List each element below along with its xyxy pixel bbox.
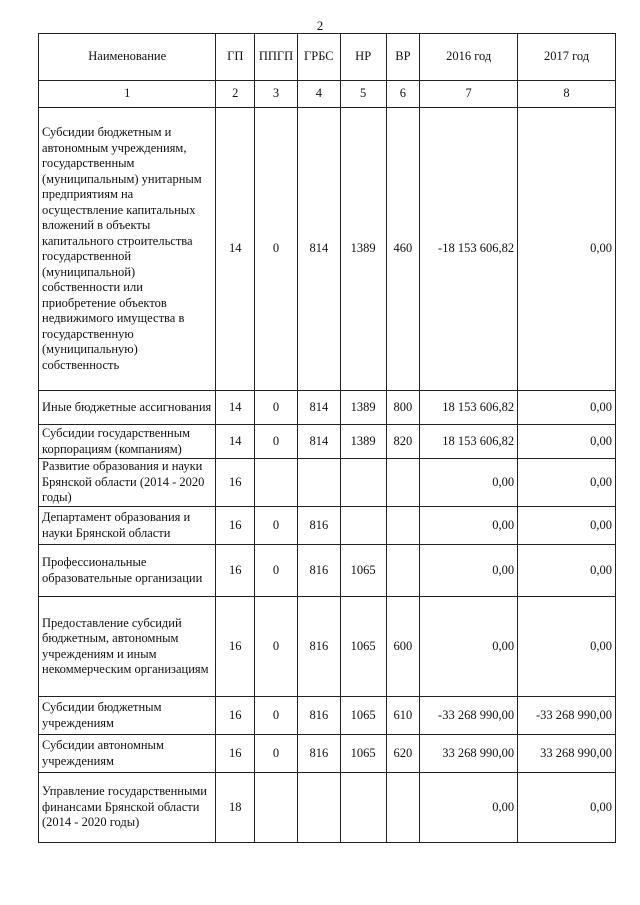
- table-row: [39, 507, 616, 545]
- column-number: 5: [340, 81, 386, 108]
- row-2017: 0,00: [518, 391, 616, 425]
- column-number: 7: [420, 81, 518, 108]
- row-2017: 0,00: [518, 597, 616, 697]
- header-gp: ГП: [216, 34, 255, 81]
- table-row: [39, 425, 616, 459]
- row-vr: 800: [386, 391, 420, 425]
- row-grbs: 814: [297, 425, 340, 459]
- row-grbs: 814: [297, 108, 340, 391]
- row-grbs: 816: [297, 545, 340, 597]
- row-nr: 1065: [340, 735, 386, 773]
- row-vr: 620: [386, 735, 420, 773]
- column-number: 8: [518, 81, 616, 108]
- row-ppgp: 0: [255, 391, 298, 425]
- table-row: [39, 391, 616, 425]
- row-2016: 18 153 606,82: [420, 391, 518, 425]
- column-number: 2: [216, 81, 255, 108]
- row-nr: [340, 507, 386, 545]
- row-nr: [340, 459, 386, 507]
- row-name: Субсидии бюджетным учреждениям: [39, 697, 216, 735]
- row-grbs: 816: [297, 697, 340, 735]
- row-vr: 610: [386, 697, 420, 735]
- row-grbs: 816: [297, 597, 340, 697]
- row-name: Предоставление субсидий бюджетным, автономным учреждениям и иным некоммерческим организациям: [39, 597, 216, 697]
- row-name: Профессиональные образовательные организации: [39, 545, 216, 597]
- row-2016: 18 153 606,82: [420, 425, 518, 459]
- row-2016: 0,00: [420, 459, 518, 507]
- row-gp: 14: [216, 391, 255, 425]
- row-gp: 16: [216, 697, 255, 735]
- row-ppgp: 0: [255, 545, 298, 597]
- table-row: [39, 773, 616, 843]
- row-2017: 0,00: [518, 545, 616, 597]
- row-ppgp: 0: [255, 697, 298, 735]
- row-2016: 0,00: [420, 507, 518, 545]
- row-grbs: 816: [297, 735, 340, 773]
- header-nr: НР: [340, 34, 386, 81]
- row-ppgp: [255, 773, 298, 843]
- header-ppgp: ППГП: [255, 34, 298, 81]
- row-nr: 1065: [340, 597, 386, 697]
- row-gp: 14: [216, 425, 255, 459]
- row-nr: [340, 773, 386, 843]
- column-number: 6: [386, 81, 420, 108]
- row-vr: 820: [386, 425, 420, 459]
- row-gp: 16: [216, 459, 255, 507]
- row-gp: 16: [216, 735, 255, 773]
- row-nr: 1065: [340, 697, 386, 735]
- row-vr: [386, 773, 420, 843]
- row-grbs: [297, 459, 340, 507]
- row-2017: 33 268 990,00: [518, 735, 616, 773]
- page-number: 2: [316, 18, 324, 33]
- table-row: [39, 697, 616, 735]
- budget-table: [38, 33, 616, 843]
- row-vr: 600: [386, 597, 420, 697]
- column-number-row: [39, 81, 616, 108]
- row-2016: 0,00: [420, 545, 518, 597]
- row-vr: [386, 459, 420, 507]
- row-2016: 0,00: [420, 773, 518, 843]
- column-number: 1: [39, 81, 216, 108]
- row-name: Иные бюджетные ассигнования: [39, 391, 216, 425]
- row-grbs: [297, 773, 340, 843]
- row-name: Управление государственными финансами Брянской области (2014 - 2020 годы): [39, 773, 216, 843]
- row-name: Субсидии государственным корпорациям (компаниям): [39, 425, 216, 459]
- row-name: Развитие образования и науки Брянской области (2014 - 2020 годы): [39, 459, 216, 507]
- table-row: [39, 597, 616, 697]
- table-row: [39, 108, 616, 391]
- row-nr: 1389: [340, 425, 386, 459]
- row-name: Субсидии автономным учреждениям: [39, 735, 216, 773]
- row-2017: 0,00: [518, 507, 616, 545]
- header-vr: ВР: [386, 34, 420, 81]
- row-ppgp: 0: [255, 735, 298, 773]
- row-gp: 16: [216, 507, 255, 545]
- row-ppgp: 0: [255, 425, 298, 459]
- row-2016: -33 268 990,00: [420, 697, 518, 735]
- column-number: 4: [297, 81, 340, 108]
- row-2017: 0,00: [518, 773, 616, 843]
- row-gp: 16: [216, 545, 255, 597]
- row-nr: 1389: [340, 108, 386, 391]
- row-2017: 0,00: [518, 425, 616, 459]
- row-nr: 1389: [340, 391, 386, 425]
- header-grbs: ГРБС: [297, 34, 340, 81]
- row-grbs: 816: [297, 507, 340, 545]
- row-ppgp: 0: [255, 597, 298, 697]
- row-vr: [386, 507, 420, 545]
- row-vr: 460: [386, 108, 420, 391]
- table-row: [39, 545, 616, 597]
- row-2016: 0,00: [420, 597, 518, 697]
- table-row: [39, 459, 616, 507]
- row-gp: 16: [216, 597, 255, 697]
- row-2017: 0,00: [518, 108, 616, 391]
- row-2017: 0,00: [518, 459, 616, 507]
- header-2017: 2017 год: [518, 34, 616, 81]
- header-2016: 2016 год: [420, 34, 518, 81]
- header-row: [39, 34, 616, 81]
- row-2016: 33 268 990,00: [420, 735, 518, 773]
- row-nr: 1065: [340, 545, 386, 597]
- row-ppgp: 0: [255, 507, 298, 545]
- row-grbs: 814: [297, 391, 340, 425]
- table-row: [39, 735, 616, 773]
- row-2017: -33 268 990,00: [518, 697, 616, 735]
- row-gp: 18: [216, 773, 255, 843]
- row-ppgp: 0: [255, 108, 298, 391]
- row-ppgp: [255, 459, 298, 507]
- row-2016: -18 153 606,82: [420, 108, 518, 391]
- row-name: Департамент образования и науки Брянской области: [39, 507, 216, 545]
- column-number: 3: [255, 81, 298, 108]
- row-vr: [386, 545, 420, 597]
- header-name: Наименование: [39, 34, 216, 81]
- row-gp: 14: [216, 108, 255, 391]
- row-name: Субсидии бюджетным и автономным учреждениям, государственным (муниципальным) унитарным предприятиям на осуществление капитальных вложений в объекты капитального строительства государственной (муниципальной) собственности или приобретение объектов недвижимого имущества в государственную (муниципальную) собственность: [39, 108, 216, 391]
